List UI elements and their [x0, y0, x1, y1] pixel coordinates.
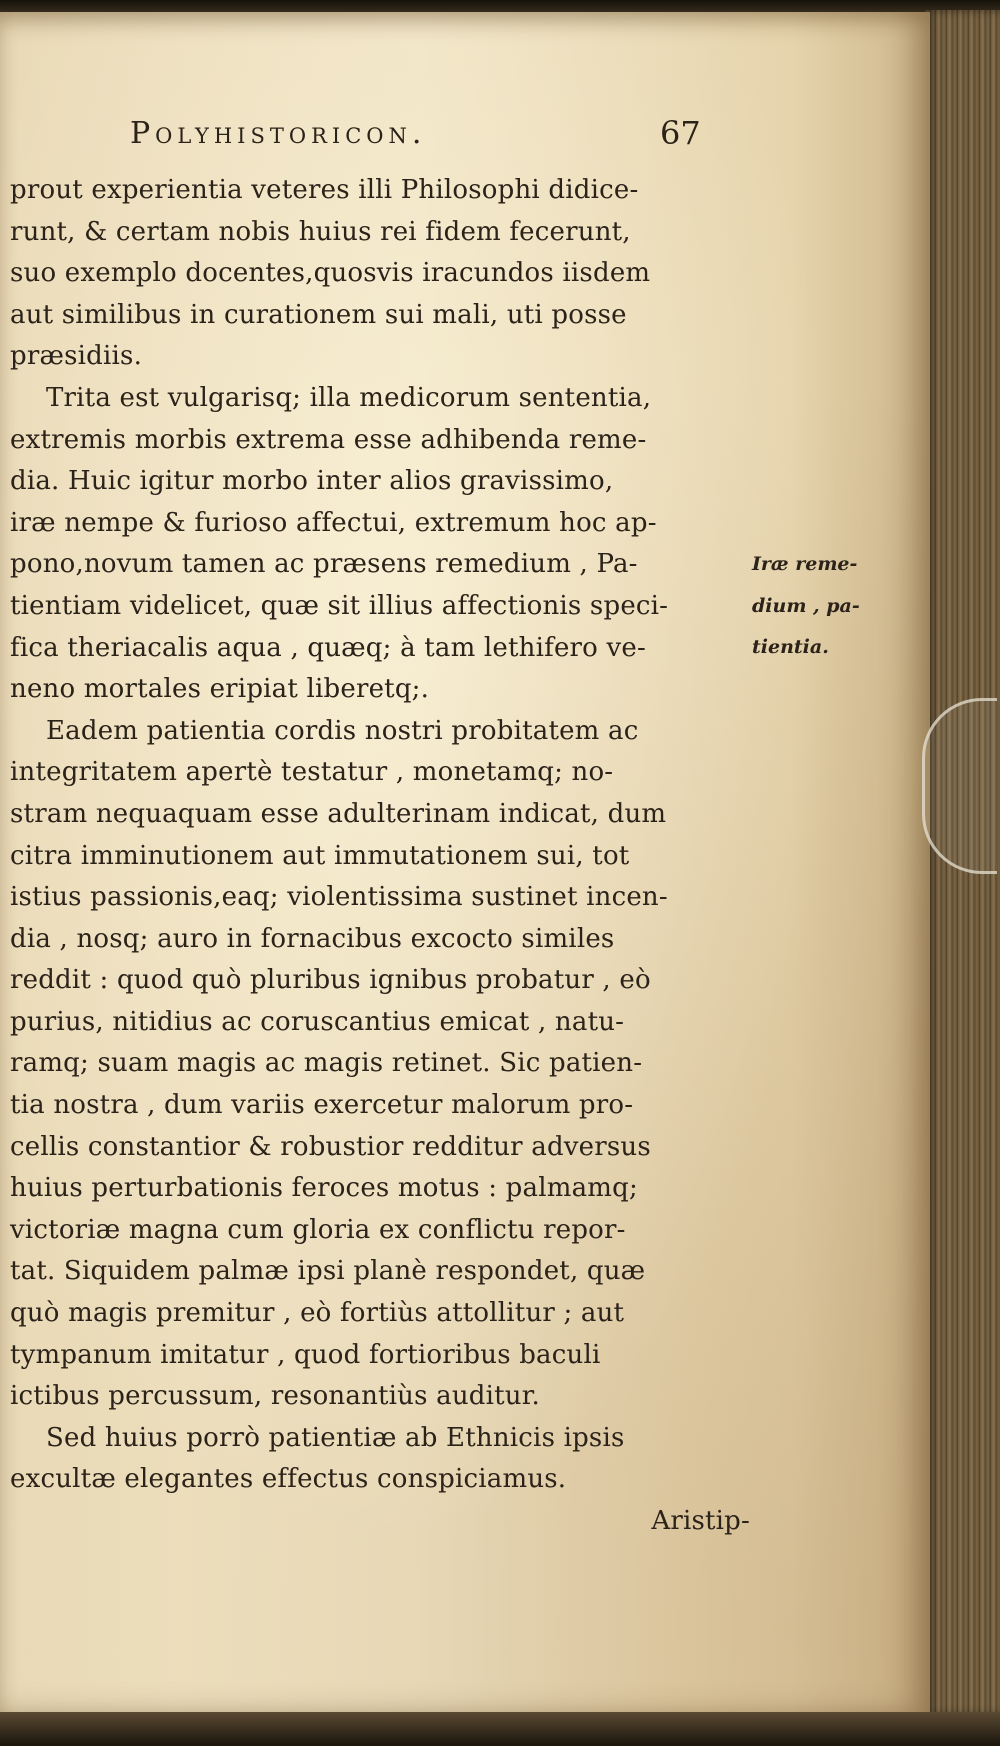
- text-line: suo exemplo docentes,quosvis iracundos iisdem: [10, 258, 651, 289]
- text-line: Sed huius porrò patientiæ ab Ethnicis ipsis: [46, 1422, 625, 1453]
- page-number: 67: [660, 114, 701, 152]
- text-line: excultæ elegantes effectus conspiciamus.: [10, 1464, 567, 1495]
- text-line: Eadem patientia cordis nostri probitatem ac: [46, 715, 639, 746]
- text-line: dia. Huic igitur morbo inter alios gravissimo,: [10, 466, 614, 497]
- text-line: cellis constantior & robustior redditur adversus: [10, 1131, 651, 1162]
- scan-bottom-edge: [0, 1712, 1000, 1746]
- marginal-note-line: tientia.: [752, 636, 829, 659]
- text-line: pono,novum tamen ac præsens remedium , Pa-: [10, 549, 638, 580]
- text-line: dia , nosq; auro in fornacibus excocto similes: [10, 923, 615, 954]
- text-line: reddit : quod quò pluribus ignibus probatur , eò: [10, 965, 651, 996]
- marginal-note-line: dium , pa-: [752, 594, 860, 617]
- text-line: ictibus percussum, resonantiùs auditur.: [10, 1381, 540, 1412]
- text-line: victoriæ magna cum gloria ex conflictu repor-: [10, 1214, 626, 1245]
- page-clip: [922, 698, 997, 874]
- text-line: prout experientia veteres illi Philosophi didice-: [10, 175, 639, 205]
- text-line: huius perturbationis feroces motus : palmamq;: [10, 1173, 638, 1204]
- text-line: ramq; suam magis ac magis retinet. Sic patien-: [10, 1048, 643, 1079]
- text-line: citra imminutionem aut immutationem sui, tot: [10, 840, 630, 871]
- text-line: Trita est vulgarisq; illa medicorum sententia,: [46, 382, 652, 413]
- text-line: istius passionis,eaq; violentissima sustinet incen-: [10, 882, 668, 913]
- text-line: stram nequaquam esse adulterinam indicat, dum: [10, 798, 667, 829]
- catchword: Aristip-: [651, 1506, 750, 1536]
- text-line: aut similibus in curationem sui mali, uti posse: [10, 299, 627, 330]
- text-line: extremis morbis extrema esse adhibenda reme-: [10, 424, 647, 455]
- text-line: fica theriacalis aqua , quæq; à tam lethifero ve-: [10, 632, 646, 663]
- text-line: neno mortales eripiat liberetq;.: [10, 674, 430, 705]
- text-line: integritatem apertè testatur , monetamq; no-: [10, 757, 614, 788]
- text-line: tympanum imitatur , quod fortioribus baculi: [10, 1339, 601, 1370]
- text-line: purius, nitidius ac coruscantius emicat , natu-: [10, 1006, 625, 1037]
- text-line: tia nostra , dum variis exercetur malorum pro-: [10, 1090, 634, 1121]
- body-text: [10, 170, 750, 1543]
- text-line: tientiam videlicet, quæ sit illius affectionis speci-: [10, 590, 669, 621]
- marginal-note-line: Iræ reme-: [752, 553, 858, 575]
- text-line: quò magis premitur , eò fortiùs attollitur ; aut: [10, 1298, 625, 1329]
- text-line: tat. Siquidem palmæ ipsi planè respondet, quæ: [10, 1256, 646, 1287]
- text-line: præsidiis.: [10, 341, 143, 372]
- book-page: [0, 12, 930, 1714]
- marginal-note: [752, 544, 902, 669]
- running-head: Polyhistoricon.: [130, 116, 427, 151]
- text-line: iræ nempe & furioso affectui, extremum hoc ap-: [10, 507, 657, 538]
- text-line: runt, & certam nobis huius rei fidem fecerunt,: [10, 216, 631, 247]
